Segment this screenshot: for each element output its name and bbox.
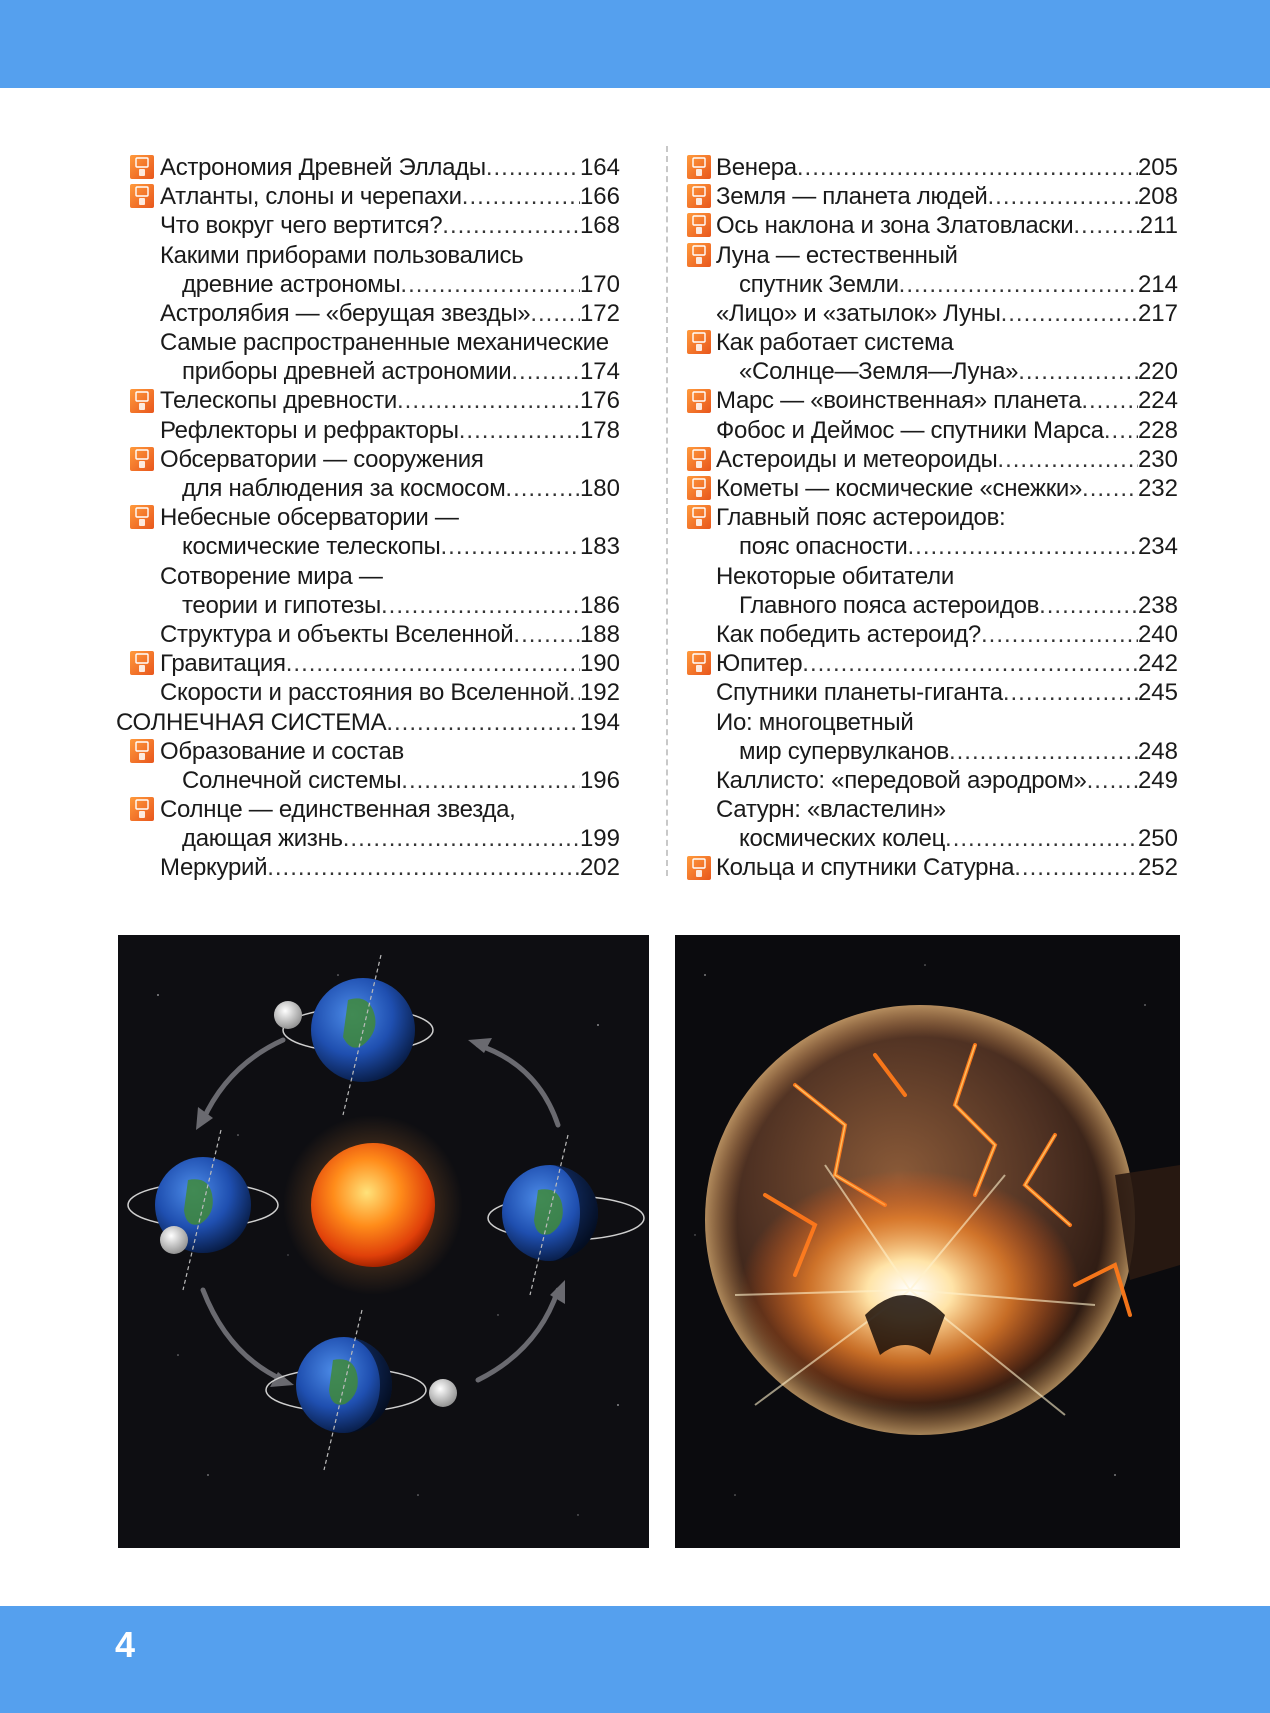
toc-entry-title: Атланты, слоны и черепахи <box>160 183 462 211</box>
dot-leader <box>949 737 1138 766</box>
toc-entry-page: 249 <box>1137 766 1178 794</box>
toc-entry-page: 252 <box>1137 854 1178 882</box>
toc-entry <box>690 153 1178 182</box>
toc-entry <box>118 620 620 649</box>
dot-leader <box>1081 386 1138 415</box>
toc-entry <box>690 824 1178 853</box>
toc-entry-page: 224 <box>1137 387 1178 415</box>
toc-entry-title: мир супервулканов <box>739 737 949 765</box>
toc-entry-title: приборы древней астрономии <box>182 358 512 386</box>
toc-entry-page: 164 <box>579 153 620 181</box>
toc-entry <box>690 357 1178 386</box>
exploding-planet-illustration <box>675 935 1180 1548</box>
ar-badge-icon <box>130 651 154 675</box>
dot-leader <box>988 182 1138 211</box>
toc-entry-title: Астролябия — «берущая звезды» <box>160 299 531 327</box>
toc-entry-page: 250 <box>1137 825 1178 853</box>
toc-entry-page: 183 <box>579 533 620 561</box>
toc-entry-title: Структура и объекты Вселенной <box>160 620 514 648</box>
toc-entry-page: 234 <box>1137 533 1178 561</box>
toc-entry <box>690 416 1178 445</box>
toc-entry-title: Как победить астероид? <box>716 620 981 648</box>
ar-badge-icon <box>687 389 711 413</box>
toc-entry-title: спутник Земли <box>739 270 899 298</box>
toc-entry-title: СОЛНЕЧНАЯ СИСТЕМА <box>116 708 387 736</box>
toc-entry-page: 192 <box>579 679 620 707</box>
toc-entry-page: 174 <box>579 358 620 386</box>
toc-entry <box>118 241 620 270</box>
toc-entry-page: 196 <box>579 766 620 794</box>
toc-entry-title: Главный пояс астероидов: <box>716 504 1006 532</box>
toc-entry <box>118 532 620 561</box>
dot-leader <box>1018 357 1138 386</box>
toc-entry <box>690 737 1178 766</box>
toc-entry-title: Астрономия Древней Эллады <box>160 153 486 181</box>
dot-leader <box>1039 591 1138 620</box>
dot-leader <box>397 386 580 415</box>
toc-entry-title: Ось наклона и зона Златовласки <box>716 212 1074 240</box>
top-color-band <box>0 0 1270 88</box>
toc-entry <box>690 328 1178 357</box>
toc-entry <box>690 649 1178 678</box>
toc-entry-title: Марс — «воинственная» планета <box>716 387 1082 415</box>
dot-leader <box>343 824 580 853</box>
toc-entry <box>690 678 1178 707</box>
toc-entry <box>118 328 620 357</box>
ar-badge-icon <box>130 155 154 179</box>
dot-leader <box>442 211 580 240</box>
dot-leader <box>981 620 1138 649</box>
toc-entry-title: Кометы — космические «снежки» <box>716 475 1083 503</box>
toc-entry-title: космические телескопы <box>182 533 441 561</box>
ar-badge-icon <box>687 476 711 500</box>
dot-leader <box>1003 678 1138 707</box>
toc-entry-title: Каллисто: «передовой аэродром» <box>716 766 1087 794</box>
toc-entry <box>118 649 620 678</box>
toc-entry <box>690 795 1178 824</box>
dot-leader <box>899 270 1138 299</box>
dot-leader <box>1082 474 1138 503</box>
toc-entry <box>118 211 620 240</box>
toc-entry-title: Главного пояса астероидов <box>739 591 1040 619</box>
dot-leader <box>945 824 1138 853</box>
dot-leader <box>530 299 580 328</box>
toc-entry-page: 172 <box>579 299 620 327</box>
toc-entry <box>118 795 620 824</box>
toc-entry <box>118 562 620 591</box>
toc-entry-page: 214 <box>1137 270 1178 298</box>
dot-leader <box>1001 299 1138 328</box>
ar-badge-icon <box>687 856 711 880</box>
toc-entry <box>690 445 1178 474</box>
toc-entry <box>118 416 620 445</box>
dot-leader <box>802 649 1138 678</box>
toc-entry-page: 211 <box>1139 212 1178 240</box>
ar-badge-icon <box>130 184 154 208</box>
toc-entry <box>116 708 620 737</box>
toc-entry-title: «Солнце—Земля—Луна» <box>739 358 1019 386</box>
earth-orbit-illustration <box>118 935 649 1548</box>
toc-entry-page: 186 <box>579 591 620 619</box>
toc-entry <box>118 445 620 474</box>
toc-entry-page: 202 <box>579 854 620 882</box>
dot-leader <box>441 532 580 561</box>
dot-leader <box>386 708 580 737</box>
toc-entry-title: Обсерватории — сооружения <box>160 445 484 473</box>
toc-entry <box>690 532 1178 561</box>
toc-entry-title: Земля — планета людей <box>716 183 988 211</box>
toc-entry-page: 220 <box>1137 358 1178 386</box>
page-number: 4 <box>115 1624 136 1665</box>
toc-entry-page: 205 <box>1137 153 1178 181</box>
dot-leader <box>1014 853 1138 882</box>
toc-entry <box>690 241 1178 270</box>
toc-entry <box>118 766 620 795</box>
toc-entry-page: 188 <box>579 620 620 648</box>
toc-entry <box>690 299 1178 328</box>
toc-entry-page: 180 <box>579 475 620 503</box>
toc-entry-page: 170 <box>579 270 620 298</box>
toc-entry-title: древние астрономы <box>182 270 401 298</box>
bottom-color-band <box>0 1606 1270 1713</box>
toc-entry-page: 166 <box>579 183 620 211</box>
dot-leader <box>797 153 1138 182</box>
toc-entry <box>118 678 620 707</box>
toc-entry-page: 178 <box>579 416 620 444</box>
toc-entry <box>690 766 1178 795</box>
dot-leader <box>1087 766 1138 795</box>
ar-badge-icon <box>687 651 711 675</box>
dot-leader <box>513 620 580 649</box>
toc-entry <box>690 211 1178 240</box>
toc-entry-title: Юпитер <box>716 650 803 678</box>
dot-leader <box>1073 211 1139 240</box>
toc-entry-title: дающая жизнь <box>182 825 343 853</box>
dot-leader <box>401 766 580 795</box>
toc-entry-title: Как работает система <box>716 329 954 357</box>
toc-entry-page: 176 <box>579 387 620 415</box>
toc-entry <box>118 474 620 503</box>
toc-entry-page: 199 <box>579 825 620 853</box>
toc-entry-title: Астероиды и метеороиды <box>716 445 998 473</box>
toc-entry-title: теории и гипотезы <box>182 591 381 619</box>
dot-leader <box>569 678 580 707</box>
toc-entry-title: Сотворение мира — <box>160 562 383 590</box>
toc-entry-title: Спутники планеты-гиганта <box>716 679 1003 707</box>
toc-entry <box>118 737 620 766</box>
toc-entry-page: 217 <box>1137 299 1178 327</box>
dot-leader <box>462 182 580 211</box>
toc-entry-title: Самые распространенные механические <box>160 329 609 357</box>
toc-entry <box>690 620 1178 649</box>
toc-entry <box>118 503 620 532</box>
ar-badge-icon <box>687 155 711 179</box>
toc-entry <box>118 182 620 211</box>
toc-entry-title: Какими приборами пользовались <box>160 241 524 269</box>
toc-entry <box>690 474 1178 503</box>
toc-left-column <box>118 153 620 883</box>
ar-badge-icon <box>687 184 711 208</box>
toc-entry <box>118 357 620 386</box>
ar-badge-icon <box>130 505 154 529</box>
toc-entry-page: 194 <box>579 708 620 736</box>
toc-entry-title: Гравитация <box>160 650 286 678</box>
toc-entry-title: Образование и состав <box>160 737 404 765</box>
ar-badge-icon <box>687 213 711 237</box>
toc-entry <box>118 270 620 299</box>
dot-leader <box>511 357 580 386</box>
toc-entry <box>118 153 620 182</box>
toc-entry-title: Кольца и спутники Сатурна <box>716 854 1015 882</box>
toc-entry-title: Рефлекторы и рефракторы <box>160 416 459 444</box>
toc-entry-page: 208 <box>1137 183 1178 211</box>
toc-entry-page: 240 <box>1137 620 1178 648</box>
dot-leader <box>381 591 580 620</box>
toc-entry-title: Что вокруг чего вертится? <box>160 212 443 240</box>
ar-badge-icon <box>130 447 154 471</box>
toc-entry-page: 230 <box>1137 445 1178 473</box>
toc-entry-title: космических колец <box>739 825 946 853</box>
dot-leader <box>267 853 580 882</box>
toc-entry-title: «Лицо» и «затылок» Луны <box>716 299 1001 327</box>
toc-entry <box>690 854 1178 883</box>
toc-entry-page: 248 <box>1137 737 1178 765</box>
ar-badge-icon <box>130 739 154 763</box>
ar-badge-icon <box>687 330 711 354</box>
sun <box>311 1143 435 1267</box>
toc-entry-title: пояс опасности <box>739 533 908 561</box>
toc-entry <box>118 824 620 853</box>
toc-entry-title: Луна — естественный <box>716 241 958 269</box>
dot-leader <box>486 153 580 182</box>
toc-entry-page: 245 <box>1137 679 1178 707</box>
toc-entry <box>690 182 1178 211</box>
ar-badge-icon <box>130 797 154 821</box>
toc-entry <box>118 854 620 883</box>
dot-leader <box>505 474 580 503</box>
toc-entry <box>118 299 620 328</box>
dot-leader <box>400 270 580 299</box>
toc-entry-page: 232 <box>1137 475 1178 503</box>
toc-entry-title: Меркурий <box>160 854 268 882</box>
toc-entry-title: Телескопы древности <box>160 387 397 415</box>
toc-entry-title: Солнечной системы <box>182 766 402 794</box>
toc-entry <box>690 591 1178 620</box>
toc-entry-title: Ио: многоцветный <box>716 708 914 736</box>
dot-leader <box>908 532 1138 561</box>
toc-entry-page: 168 <box>579 212 620 240</box>
dot-leader <box>459 416 580 445</box>
toc-entry <box>690 503 1178 532</box>
toc-entry-title: Солнце — единственная звезда, <box>160 796 516 824</box>
toc-entry <box>690 387 1178 416</box>
toc-entry <box>690 562 1178 591</box>
dot-leader <box>997 445 1138 474</box>
toc-entry-title: Некоторые обитатели <box>716 562 954 590</box>
column-divider <box>666 146 668 876</box>
toc-entry-page: 242 <box>1137 650 1178 678</box>
ar-badge-icon <box>130 389 154 413</box>
ar-badge-icon <box>687 243 711 267</box>
toc-entry-title: Скорости и расстояния во Вселенной <box>160 679 569 707</box>
dot-leader <box>286 649 580 678</box>
toc-entry <box>690 708 1178 737</box>
toc-entry-title: Сатурн: «властелин» <box>716 796 946 824</box>
toc-entry <box>690 270 1178 299</box>
toc-right-column <box>690 153 1178 883</box>
toc-entry-title: Фобос и Деймос — спутники Марса <box>716 416 1104 444</box>
dot-leader <box>1104 416 1138 445</box>
toc-entry <box>118 387 620 416</box>
toc-entry-page: 190 <box>579 650 620 678</box>
toc-entry-page: 228 <box>1137 416 1178 444</box>
ar-badge-icon <box>687 447 711 471</box>
toc-entry-title: Небесные обсерватории — <box>160 504 459 532</box>
toc-entry-page: 238 <box>1137 591 1178 619</box>
toc-entry-title: для наблюдения за космосом <box>182 475 506 503</box>
toc-entry-title: Венера <box>716 153 797 181</box>
toc-entry <box>118 591 620 620</box>
ar-badge-icon <box>687 505 711 529</box>
